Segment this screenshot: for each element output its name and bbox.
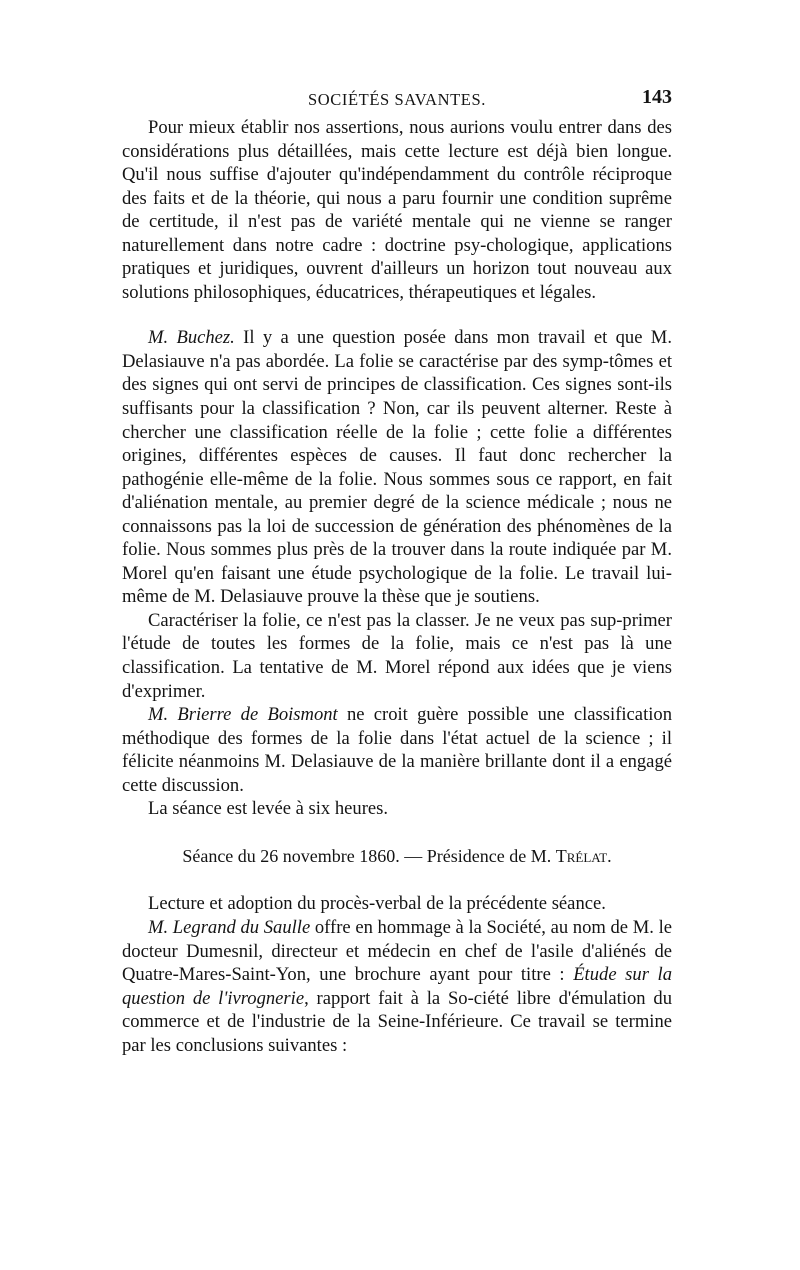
session-heading-suffix: . [607, 845, 612, 866]
running-title: SOCIÉTÉS SAVANTES. [308, 90, 486, 109]
session-heading [122, 845, 672, 869]
paragraph-text: , rapport fait à la So-ciété libre d'émulation du commerce et de l'industrie de la Seine-Inférieure. Ce travail se termine par les conclusions suivantes : [122, 987, 672, 1056]
paragraph-conclusion: Pour mieux établir nos assertions, nous aurions voulu entrer dans des considérations plus détaillées, mais cette lecture est déjà bien longue. Qu'il nous suffise d'ajouter qu'indépendamment du contrôle réciproque des faits et de la théorie, qui nous a paru fournir une condition suprême de certitude, il n'est pas de variété mentale qui ne vienne se ranger naturellement dans notre cadre : doctrine psy-chologique, applications pratiques et juridiques, ouvrent d'ailleurs un horizon tout nouveau aux solutions philosophiques, éducatrices, thérapeutiques et légales. [122, 117, 672, 303]
paragraph-text: Il y a une question posée dans mon travail et que M. Delasiauve n'a pas abordée. La folie se caractérise par des symp-tômes et des signes qui ont servi de principes de classification. Ces signes sont-ils suffisants pour la classification ? Non, car ils peuvent alterner. Reste à chercher une classification réelle de la folie ; cette folie a différentes origines, différentes espèces de causes. Il faut donc rechercher la pathogénie elle-même de la folie. Nous sommes sous ce rapport, en fait d'aliénation mentale, au premier degré de la science médicale ; nous ne connaissons pas la loi de succession de génération des phénomènes de la folie. Nous sommes plus près de la trouver dans la route indiquée par M. Morel qu'en faisant une étude psychologique de la folie. Le travail lui-même de M. Delasiauve prouve la thèse que je soutiens. [122, 327, 672, 608]
paragraph-text: ne croit guère possible une classification méthodique des formes de la folie dans l'état actuel de la science ; il félicite néanmoins M. Delasiauve de la manière brillante dont il a engagé cette discussion. [122, 704, 672, 796]
book-page [122, 88, 672, 1057]
speaker-name: M. Buchez. [148, 327, 235, 349]
paragraph-buchez [122, 326, 672, 609]
paragraph-minutes: Lecture et adoption du procès-verbal de la précédente séance. [148, 893, 606, 915]
paragraph-legrand [122, 916, 672, 1057]
page-number: 143 [642, 86, 672, 108]
work-title: Étude sur la question de l'ivrognerie [122, 964, 672, 1009]
paragraph-text: offre en hommage à la Société, au nom de M. le docteur Dumesnil, directeur et médecin en chef de l'asile d'aliénés de Quatre-Mares-Saint-Yon, une brochure ayant pour titre : [122, 916, 672, 986]
running-header [122, 88, 672, 112]
speaker-name: M. Brierre de Boismont [148, 704, 338, 726]
paragraph-closing: La séance est levée à six heures. [148, 798, 389, 820]
paragraph-brierre [122, 703, 672, 797]
session-president: Trélat [555, 845, 608, 866]
paragraph-classification: Caractériser la folie, ce n'est pas la classer. Je ne veux pas sup-primer l'étude de toutes les formes de la folie, mais ce n'est pas là une classification. La tentative de M. Morel répond aux idées que je viens d'exprimer. [122, 609, 672, 702]
speaker-name: M. Legrand du Saulle [148, 916, 311, 938]
session-heading-prefix: Séance du 26 novembre 1860. — Présidence de M. [182, 845, 556, 866]
